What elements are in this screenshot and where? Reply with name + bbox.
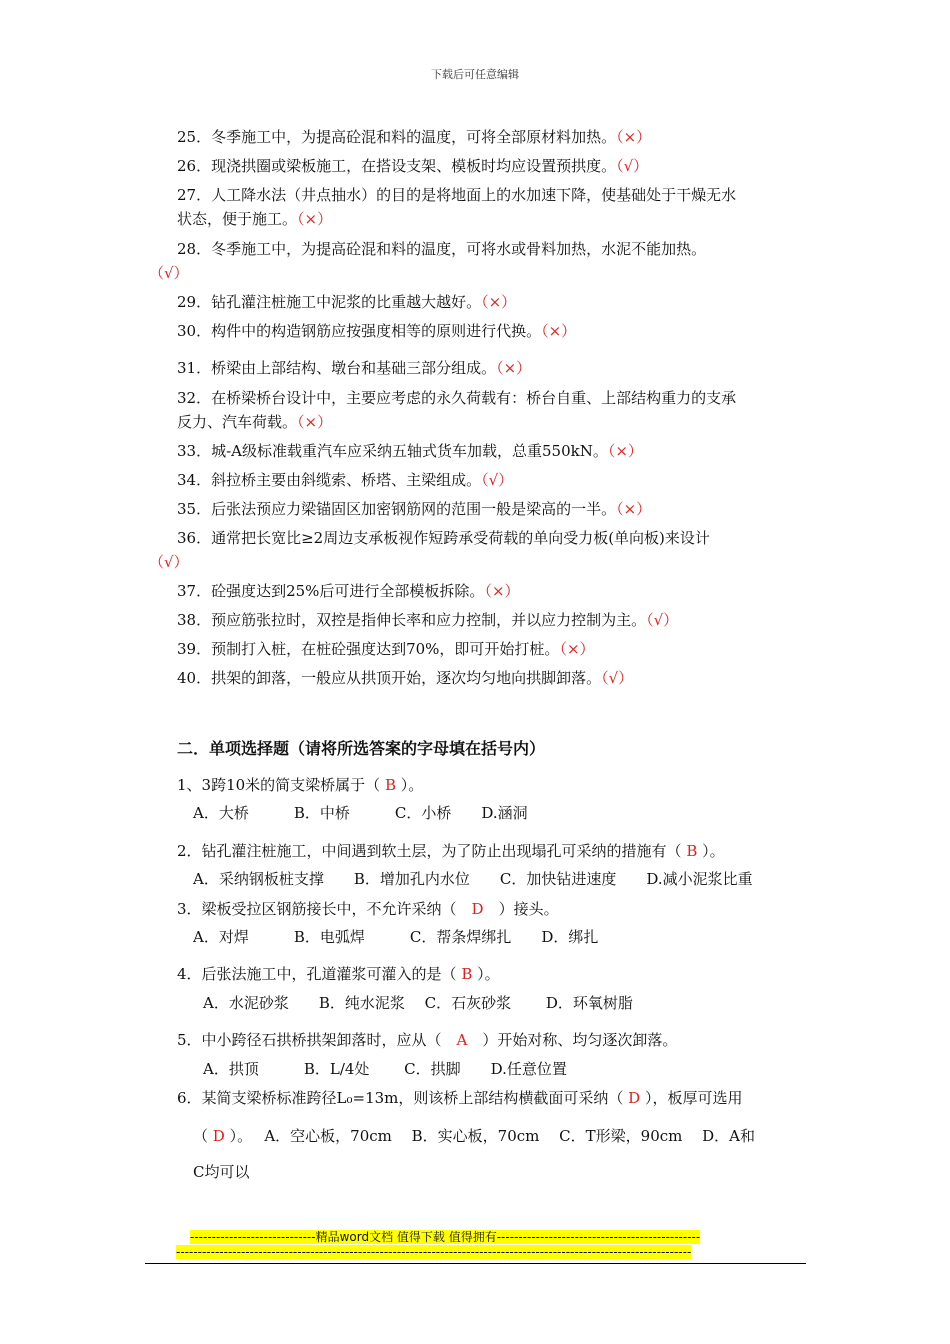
answer-mark: （×）: [559, 640, 595, 658]
footer-banner: -----------------------------精品word文档 值得下载 值得拥有-----------------------------------------------: [190, 1230, 701, 1244]
judgment-item: 29．钻孔灌注桩施工中泥浆的比重越大越好。（×）: [177, 293, 517, 311]
answer-mark: （√）: [149, 264, 189, 282]
judgment-item: 34．斜拉桥主要由斜缆索、桥塔、主梁组成。（√）: [177, 471, 514, 489]
judgment-item-cont: [149, 553, 189, 571]
choice-answer: B: [456, 965, 478, 983]
judgment-item: 38．预应筋张拉时，双控是指伸长率和应力控制，并以应力控制为主。（√）: [177, 611, 679, 629]
judgment-item: 39．预制打入桩，在桩砼强度达到70%，即可开始打桩。（×）: [177, 640, 595, 658]
choice-options: A．拱顶 B．L/4处 C．拱脚 D.任意位置: [203, 1060, 567, 1078]
choice-question: 4．后张法施工中，孔道灌浆可灌入的是（ B ）。: [177, 965, 500, 983]
choice-answer: D: [471, 900, 484, 918]
answer-mark: （×）: [484, 582, 520, 600]
judgment-item-cont: 状态，便于施工。（×）: [177, 210, 333, 228]
judgment-item: 37．砼强度达到25%后可进行全部模板拆除。（×）: [177, 582, 520, 600]
choice-question: 1、3跨10米的简支梁桥属于（ B ）。: [177, 776, 424, 794]
judgment-item: 36．通常把长宽比≥2周边支承板视作短跨承受荷载的单向受力板(单向板)来设计: [177, 529, 710, 547]
choice-question: 5．中小跨径石拱桥拱架卸落时，应从（ A ）开始对称、均匀逐次卸落。: [177, 1031, 678, 1049]
judgment-item: 28．冬季施工中，为提高砼混和料的温度，可将水或骨料加热，水泥不能加热。: [177, 240, 707, 258]
answer-mark: （×）: [541, 322, 577, 340]
footer-banner-line: -----------------------------------------------------------------------------------------------------------------------: [176, 1245, 692, 1259]
footer-rule: [145, 1263, 806, 1264]
choice-answer: A: [456, 1031, 468, 1049]
choice-options: A．水泥砂浆 B．纯水泥浆 C．石灰砂浆 D．环氧树脂: [203, 994, 633, 1012]
answer-mark: （×）: [297, 210, 333, 228]
answer-mark: （√）: [149, 553, 189, 571]
answer-mark: （×）: [481, 293, 517, 311]
choice-options: A．大桥 B．中桥 C．小桥 D.涵洞: [193, 804, 528, 822]
page-header: 下载后可任意编辑: [431, 68, 519, 81]
judgment-item: 30．构件中的构造钢筋应按强度相等的原则进行代换。（×）: [177, 322, 577, 340]
answer-mark: （√）: [481, 471, 514, 489]
judgment-item: 35．后张法预应力梁锚固区加密钢筋网的范围一般是梁高的一半。（×）: [177, 500, 652, 518]
choice-answer: B: [380, 776, 401, 794]
choice-question: 3．梁板受拉区钢筋接长中，不允许采纳（ D ）接头。: [177, 900, 559, 918]
choice-question-cont: （ D ）。 A．空心板，70cm B．实心板，70cm C．T形梁，90cm D．A和: [193, 1127, 755, 1145]
choice-answer: D: [208, 1127, 230, 1145]
judgment-item-cont: [149, 264, 189, 282]
judgment-item-cont: 反力、汽车荷载。（×）: [177, 413, 333, 431]
choice-options: A．对焊 B．电弧焊 C．帮条焊绑扎 D．绑扎: [193, 928, 599, 946]
judgment-item: 27．人工降水法（井点抽水）的目的是将地面上的水加速下降，使基础处于干燥无水: [177, 186, 737, 204]
judgment-item: 31．桥梁由上部结构、墩台和基础三部分组成。（×）: [177, 359, 532, 377]
choice-options: A．采纳钢板桩支撑 B．增加孔内水位 C．加快钻进速度 D.减小泥浆比重: [193, 870, 753, 888]
choice-answer: D: [623, 1089, 645, 1107]
judgment-item: 26．现浇拱圈或梁板施工，在搭设支架、模板时均应设置预拱度。（√）: [177, 157, 649, 175]
judgment-item: 33．城-A级标准载重汽车应采纳五轴式货车加载，总重550kN。（×）: [177, 442, 643, 460]
choice-answer: B: [681, 842, 703, 860]
answer-mark: （×）: [616, 500, 652, 518]
answer-mark: （×）: [297, 413, 333, 431]
judgment-item: 40．拱架的卸落，一般应从拱顶开始，逐次均匀地向拱脚卸落。（√）: [177, 669, 634, 687]
section-title: 二．单项选择题（请将所选答案的字母填在括号内）: [177, 739, 546, 758]
judgment-item: 32．在桥梁桥台设计中，主要应考虑的永久荷载有：桥台自重、上部结构重力的支承: [177, 389, 737, 407]
choice-question: 6．某简支梁桥标准跨径L₀=13m，则该桥上部结构横截面可采纳（ D ），板厚可选用: [177, 1089, 743, 1107]
answer-mark: （√）: [646, 611, 679, 629]
answer-mark: （√）: [601, 669, 634, 687]
answer-mark: （√）: [616, 157, 649, 175]
answer-mark: （×）: [616, 128, 652, 146]
choice-question: 2．钻孔灌注桩施工，中间遇到软土层，为了防止出现塌孔可采纳的措施有（ B ）。: [177, 842, 725, 860]
choice-question-cont: C均可以: [193, 1163, 250, 1181]
answer-mark: （×）: [607, 442, 643, 460]
answer-mark: （×）: [496, 359, 532, 377]
judgment-item: 25．冬季施工中，为提高砼混和料的温度，可将全部原材料加热。（×）: [177, 128, 652, 146]
